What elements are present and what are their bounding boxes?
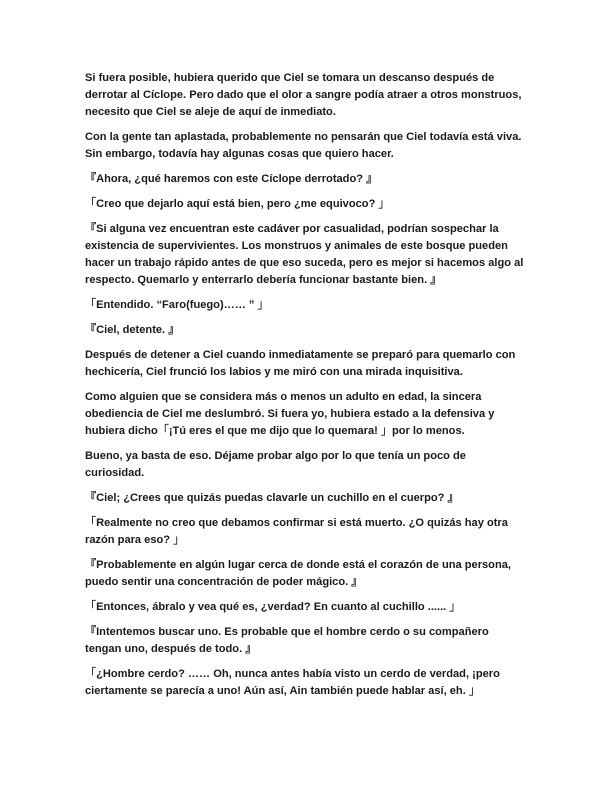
dialogue-line: 「¿Hombre cerdo? …… Oh, nunca antes había visto un cerdo de verdad, ¡pero ciertamente se parecía a uno! Aún así, Ain también puede hablar así, eh. 」 [85,668,500,697]
narration-paragraph: Bueno, ya basta de eso. Déjame probar algo por lo que tenía un poco de curiosidad. [85,450,466,479]
dialogue-line: 『Ahora, ¿qué haremos con este Cíclope derrotado? 』 [85,173,378,185]
dialogue-line: 『Ciel; ¿Crees que quizás puedas clavarle un cuchillo en el cuerpo? 』 [85,492,459,504]
dialogue-line: 『Ciel, detente. 』 [85,324,180,336]
dialogue-line: 「Creo que dejarlo aquí está bien, pero ¿me equivoco? 」 [85,198,390,210]
narration-paragraph: Después de detener a Ciel cuando inmediatamente se preparó para quemarlo con hechicería, Ciel frunció los labios y me miró con una mirada inquisitiva. [85,349,516,378]
dialogue-line: 『Intentemos buscar uno. Es probable que el hombre cerdo o su compañero tengan uno, después de todo. 』 [85,626,489,655]
dialogue-line: 「Realmente no creo que debamos confirmar si está muerto. ¿O quizás hay otra razón para eso? 」 [85,517,508,546]
narration-paragraph: Como alguien que se considera más o menos un adulto en edad, la sincera obediencia de Ciel me deslumbró. Si fuera yo, hubiera estado a la defensiva y hubiera dicho「¡Tú eres el que me dijo que lo quemara! 」por lo menos. [85,391,495,437]
dialogue-line: 『Si alguna vez encuentran este cadáver por casualidad, podrían sospechar la existencia de supervivientes. Los monstruos y animales de este bosque pueden hacer un trabajo rápido antes de que eso suceda, pero es mejor si hacemos algo al respecto. Quemarlo y enterrarlo debería funcionar bastante bien. 』 [85,223,524,286]
dialogue-line: 「Entonces, ábralo y vea qué es, ¿verdad? En cuanto al cuchillo ...... 」 [85,601,461,613]
document-page [85,70,525,708]
narration-paragraph: Con la gente tan aplastada, probablemente no pensarán que Ciel todavía está viva. Sin embargo, todavía hay algunas cosas que quiero hacer. [85,131,522,160]
dialogue-line: 「Entendido. “Faro(fuego)…… ” 」 [85,299,269,311]
narration-paragraph: Si fuera posible, hubiera querido que Ciel se tomara un descanso después de derrotar al Cíclope. Pero dado que el olor a sangre podía atraer a otros monstruos, necesito que Ciel se aleje de aquí de inmediato. [85,72,522,118]
dialogue-line: 『Probablemente en algún lugar cerca de donde está el corazón de una persona, puedo sentir una concentración de poder mágico. 』 [85,559,511,588]
